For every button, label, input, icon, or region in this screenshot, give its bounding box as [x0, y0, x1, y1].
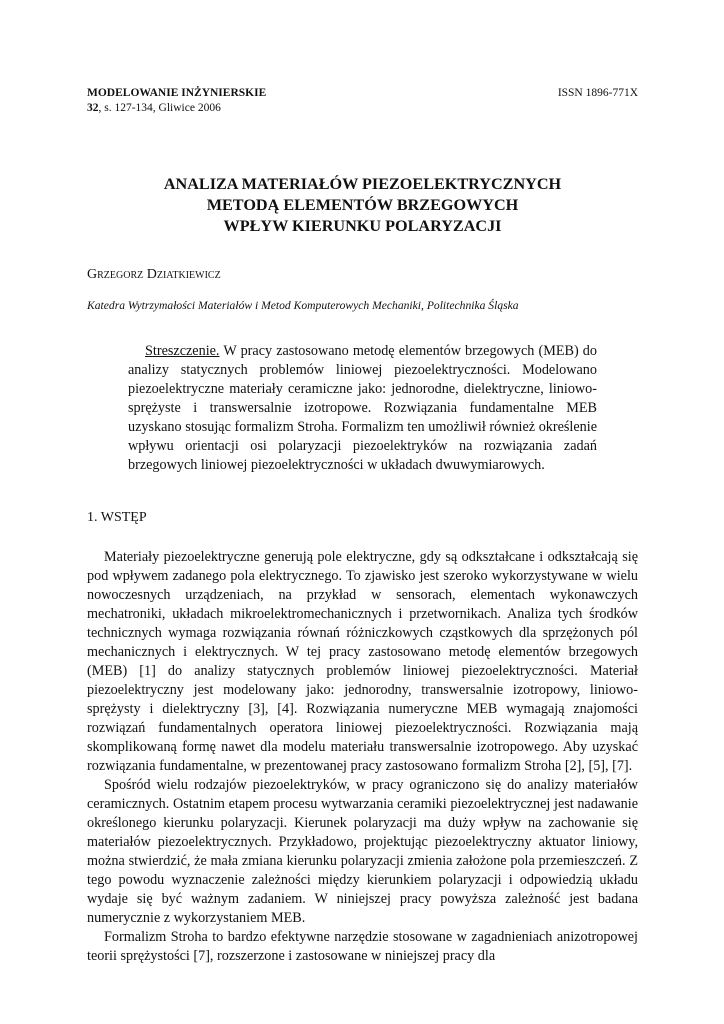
issn: ISSN 1896-771X: [557, 87, 638, 99]
title-line-3: WPŁYW KIERUNKU POLARYZACJI: [223, 217, 502, 235]
paper-title: [87, 174, 638, 237]
paragraph: Formalizm Stroha to bardzo efektywne narzędzie stosowane w zagadnieniach anizotropowej teorii sprężystości [7], rozszerzone i zastosowane w niniejszej pracy dla: [87, 929, 638, 964]
volume-number: 32: [87, 102, 99, 114]
abstract-text: W pracy zastosowano metodę elementów brzegowych (MEB) do analizy statycznych problemów liniowej piezoelektryczności. Modelowano piezoelektryczne materiały ceramiczne jako: jednorodne, dielektryczne, liniowo-sprężyste i transwersalnie izotropowe. Rozwiązania fundamentalne MEB uzyskano stosując formalizm Stroha. Formalizm ten umożliwił również określenie wpływu orientacji osi polaryzacji piezoelektryków na rozwiązania zadań brzegowych liniowej piezoelektryczności w układach dwuwymiarowych.: [128, 343, 597, 473]
section-body: [87, 548, 638, 966]
affiliation: Katedra Wytrzymałości Materiałów i Metod Komputerowych Mechaniki, Politechnika Śląska: [87, 299, 519, 312]
section-heading: 1. WSTĘP: [87, 510, 147, 525]
title-line-1: ANALIZA MATERIAŁÓW PIEZOELEKTRYCZNYCH: [163, 175, 562, 193]
paragraph: Spośród wielu rodzajów piezoelektryków, w pracy ograniczono się do analizy materiałów ceramicznych. Ostatnim etapem procesu wytwarzania ceramiki piezoelektrycznej jest nadawanie określonego kierunku polaryzacji. Kierunek polaryzacji ma duży wpływ na zachowanie się materiałów piezoelektrycznych. Przykładowo, projektując piezoelektryczny aktuator liniowy, można stwierdzić, że mała zmiana kierunku polaryzacji zmienia założone pola przemieszczeń. Z tego powodu wyznaczenie zależności między kierunkiem polaryzacji i odpowiedzią układu wydaje się być ważnym zadaniem. W niniejszej pracy powyższa zależność jest badana numerycznie z wykorzystaniem MEB.: [87, 777, 638, 926]
journal-header: [87, 86, 638, 101]
abstract: [128, 342, 597, 475]
paper-page: [87, 86, 638, 966]
pages-place-year: , s. 127-134, Gliwice 2006: [98, 102, 221, 114]
paragraph: Materiały piezoelektryczne generują pole elektryczne, gdy są odkształcane i odkształcają się pod wpływem zadanego pola elektrycznego. To zjawisko jest szeroko wykorzystywane w wielu nowoczesnych urządzeniach, na przykład w sensorach, elementach wykonawczych mechatroniki, układach mikroelektromechanicznych i przetwornikach. Analiza tych środków technicznych wymaga rozwiązania równań różniczkowych cząstkowych dla sprzężonych pól mechanicznych i elektrycznych. W tej pracy zastosowano metodę elementów brzegowych (MEB) [1] do analizy statycznych problemów liniowej piezoelektryczności. Materiał piezoelektryczny jest modelowany jako: jednorodny, transwersalnie izotropowy, liniowo-sprężysty i dielektryczny [3], [4]. Rozwiązania numeryczne MEB wymagają znajomości rozwiązań fundamentalnych operatora liniowej piezoelektryczności. Rozwiązania mają skomplikowaną formę nawet dla modelu materiału transwersalnie izotropowego. Aby uzyskać rozwiązania fundamentalne, w prezentowanej pracy zastosowano formalizm Stroha [2], [5], [7].: [87, 549, 638, 774]
author-name: Grzegorz Dziatkiewicz: [87, 267, 221, 282]
title-line-2: METODĄ ELEMENTÓW BRZEGOWYCH: [206, 196, 519, 214]
abstract-label: Streszczenie.: [145, 343, 220, 359]
journal-issue: [87, 101, 638, 116]
journal-name: MODELOWANIE INŻYNIERSKIE: [87, 87, 267, 99]
